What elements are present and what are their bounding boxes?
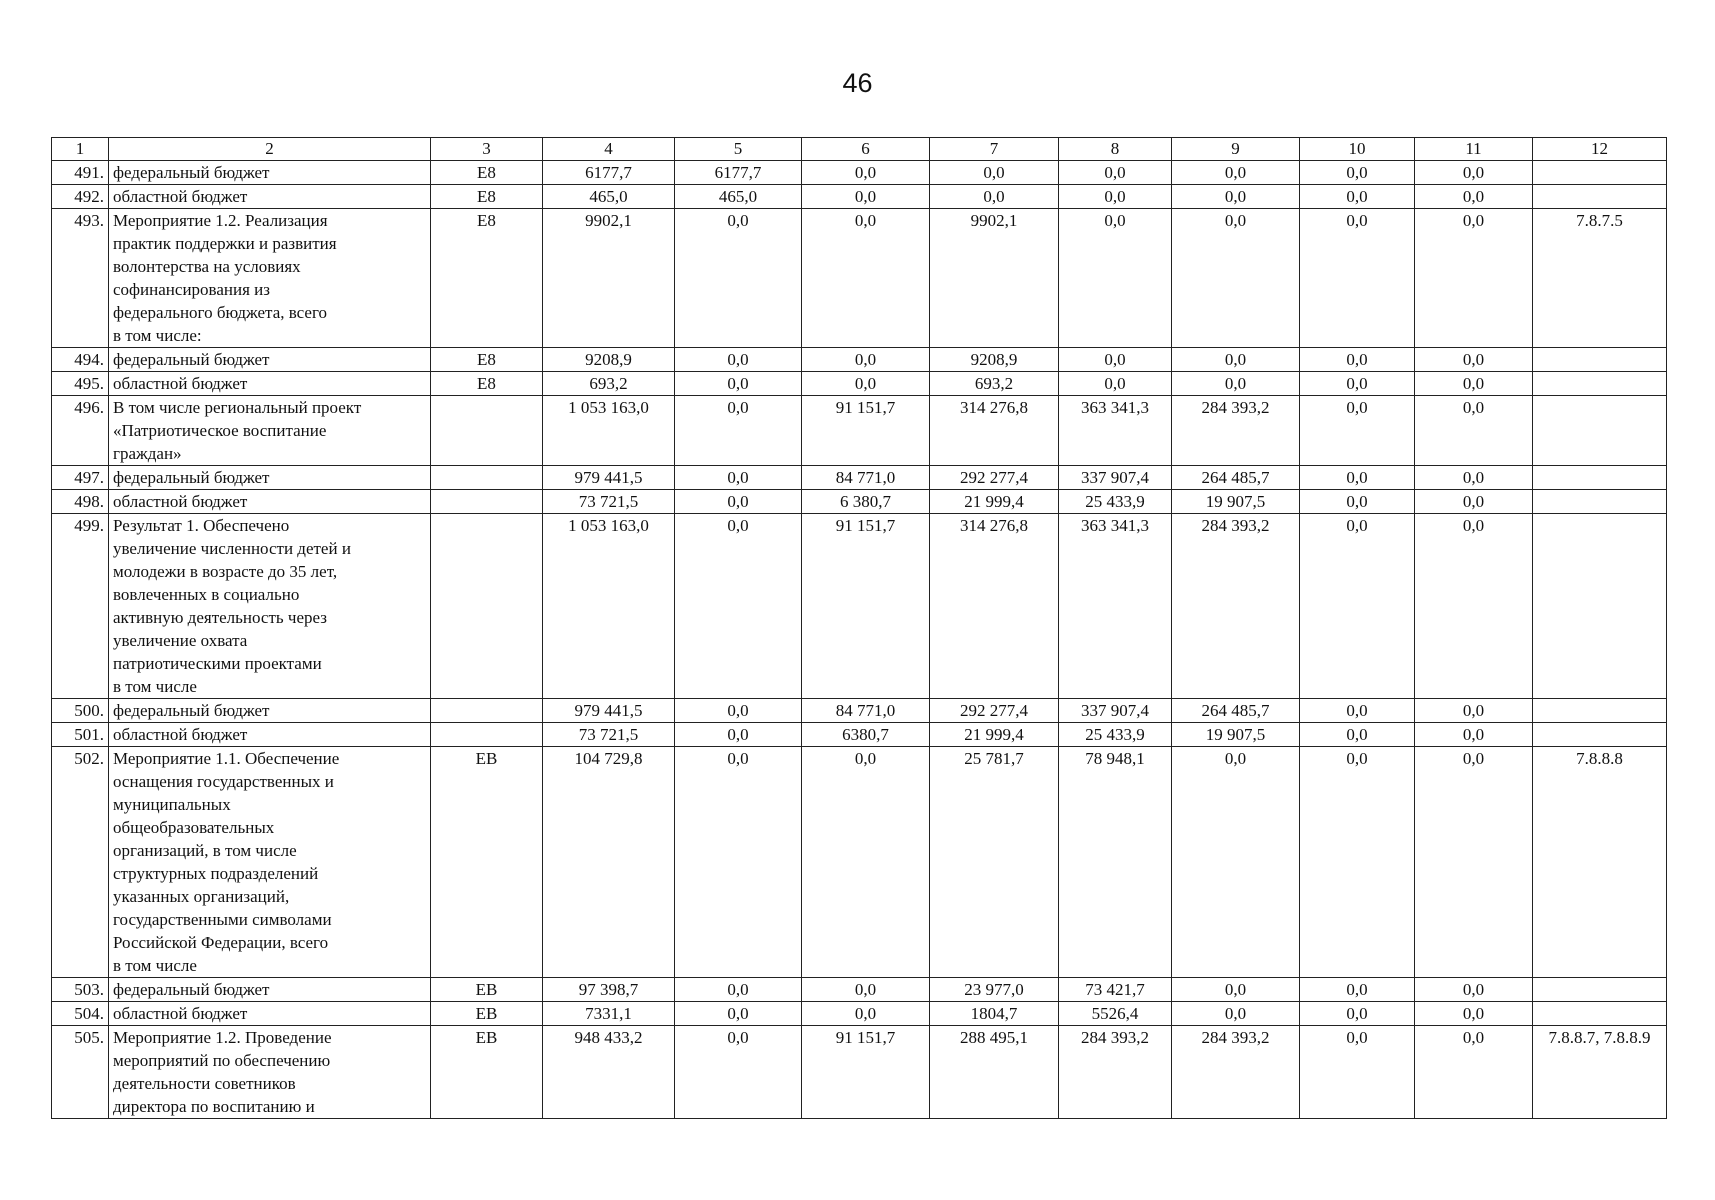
row-value: 0,0 — [930, 161, 1059, 185]
row-value: 6177,7 — [543, 161, 675, 185]
row-number: 498. — [52, 490, 109, 514]
row-reference: 7.8.8.8 — [1533, 747, 1667, 978]
row-value: 0,0 — [1172, 372, 1300, 396]
row-number: 494. — [52, 348, 109, 372]
row-value: 9208,9 — [543, 348, 675, 372]
row-value: 9208,9 — [930, 348, 1059, 372]
row-value: 0,0 — [1300, 372, 1415, 396]
table-row — [52, 699, 1667, 723]
row-name: Результат 1. Обеспечено увеличение численности детей и молодежи в возрасте до 35 лет, вовлеченных в социально активную деятельность через увеличение охвата патриотическими проектами в том числе — [109, 514, 431, 699]
column-header: 5 — [675, 138, 802, 161]
row-value: 465,0 — [675, 185, 802, 209]
row-value: 73 721,5 — [543, 723, 675, 747]
row-value: 6177,7 — [675, 161, 802, 185]
row-value: 337 907,4 — [1059, 699, 1172, 723]
row-value: 0,0 — [1300, 1002, 1415, 1026]
row-value: 0,0 — [1415, 1026, 1533, 1119]
row-value: 0,0 — [802, 978, 930, 1002]
row-value: 0,0 — [1172, 747, 1300, 978]
row-code — [431, 699, 543, 723]
row-name: федеральный бюджет — [109, 161, 431, 185]
column-header: 4 — [543, 138, 675, 161]
row-value: 0,0 — [1300, 490, 1415, 514]
row-value: 0,0 — [675, 514, 802, 699]
row-value: 264 485,7 — [1172, 699, 1300, 723]
row-number: 491. — [52, 161, 109, 185]
row-value: 7331,1 — [543, 1002, 675, 1026]
row-value: 284 393,2 — [1059, 1026, 1172, 1119]
row-value: 948 433,2 — [543, 1026, 675, 1119]
row-value: 0,0 — [1059, 209, 1172, 348]
table-row — [52, 723, 1667, 747]
row-value: 0,0 — [1415, 514, 1533, 699]
row-value: 23 977,0 — [930, 978, 1059, 1002]
table-row — [52, 1026, 1667, 1119]
row-value: 0,0 — [1300, 466, 1415, 490]
row-number: 504. — [52, 1002, 109, 1026]
row-value: 0,0 — [1300, 723, 1415, 747]
row-value: 0,0 — [1172, 209, 1300, 348]
column-header: 8 — [1059, 138, 1172, 161]
row-value: 0,0 — [802, 161, 930, 185]
column-header: 10 — [1300, 138, 1415, 161]
row-value: 104 729,8 — [543, 747, 675, 978]
row-name: федеральный бюджет — [109, 699, 431, 723]
row-number: 501. — [52, 723, 109, 747]
row-value: 264 485,7 — [1172, 466, 1300, 490]
row-value: 91 151,7 — [802, 514, 930, 699]
row-reference — [1533, 161, 1667, 185]
row-name: Мероприятие 1.1. Обеспечение оснащения государственных и муниципальных общеобразовательных организаций, в том числе структурных подразделений указанных организаций, государственными символами Российской Федерации, всего в том числе — [109, 747, 431, 978]
row-value: 0,0 — [1415, 348, 1533, 372]
row-value: 0,0 — [1172, 185, 1300, 209]
row-number: 502. — [52, 747, 109, 978]
row-code — [431, 396, 543, 466]
column-header: 11 — [1415, 138, 1533, 161]
row-value: 292 277,4 — [930, 466, 1059, 490]
row-value: 0,0 — [675, 348, 802, 372]
row-value: 0,0 — [1415, 490, 1533, 514]
row-value: 0,0 — [1172, 161, 1300, 185]
row-value: 0,0 — [1300, 747, 1415, 978]
row-value: 19 907,5 — [1172, 490, 1300, 514]
row-number: 497. — [52, 466, 109, 490]
table-row — [52, 514, 1667, 699]
row-value: 21 999,4 — [930, 490, 1059, 514]
row-value: 0,0 — [675, 747, 802, 978]
row-value: 284 393,2 — [1172, 396, 1300, 466]
column-header: 2 — [109, 138, 431, 161]
row-value: 979 441,5 — [543, 699, 675, 723]
column-header: 12 — [1533, 138, 1667, 161]
row-number: 493. — [52, 209, 109, 348]
row-value: 337 907,4 — [1059, 466, 1172, 490]
row-value: 1804,7 — [930, 1002, 1059, 1026]
row-reference — [1533, 348, 1667, 372]
row-name: областной бюджет — [109, 1002, 431, 1026]
row-value: 0,0 — [1300, 978, 1415, 1002]
row-value: 284 393,2 — [1172, 514, 1300, 699]
row-name: федеральный бюджет — [109, 978, 431, 1002]
row-value: 0,0 — [675, 1002, 802, 1026]
row-value: 0,0 — [675, 209, 802, 348]
row-value: 363 341,3 — [1059, 514, 1172, 699]
row-value: 0,0 — [1059, 161, 1172, 185]
row-number: 499. — [52, 514, 109, 699]
row-value: 0,0 — [1172, 1002, 1300, 1026]
row-value: 91 151,7 — [802, 1026, 930, 1119]
row-value: 0,0 — [802, 747, 930, 978]
row-code: Е8 — [431, 161, 543, 185]
row-reference — [1533, 978, 1667, 1002]
row-number: 503. — [52, 978, 109, 1002]
row-value: 0,0 — [1415, 209, 1533, 348]
row-value: 5526,4 — [1059, 1002, 1172, 1026]
row-value: 9902,1 — [930, 209, 1059, 348]
row-value: 91 151,7 — [802, 396, 930, 466]
row-value: 0,0 — [1300, 699, 1415, 723]
row-value: 0,0 — [675, 372, 802, 396]
row-code: ЕВ — [431, 1002, 543, 1026]
row-value: 0,0 — [1415, 185, 1533, 209]
row-value: 314 276,8 — [930, 396, 1059, 466]
row-code: Е8 — [431, 348, 543, 372]
row-value: 0,0 — [1059, 348, 1172, 372]
row-value: 0,0 — [1300, 161, 1415, 185]
table-row — [52, 348, 1667, 372]
row-value: 78 948,1 — [1059, 747, 1172, 978]
row-code: ЕВ — [431, 1026, 543, 1119]
row-name: Мероприятие 1.2. Реализация практик поддержки и развития волонтерства на условиях софинансирования из федерального бюджета, всего в том числе: — [109, 209, 431, 348]
row-name: областной бюджет — [109, 490, 431, 514]
row-value: 0,0 — [1300, 396, 1415, 466]
row-value: 0,0 — [1415, 396, 1533, 466]
row-value: 21 999,4 — [930, 723, 1059, 747]
row-value: 9902,1 — [543, 209, 675, 348]
row-value: 73 721,5 — [543, 490, 675, 514]
row-value: 0,0 — [1415, 723, 1533, 747]
row-reference — [1533, 1002, 1667, 1026]
row-value: 0,0 — [1300, 209, 1415, 348]
row-number: 492. — [52, 185, 109, 209]
column-header: 7 — [930, 138, 1059, 161]
table-row — [52, 1002, 1667, 1026]
row-value: 0,0 — [1300, 185, 1415, 209]
row-value: 465,0 — [543, 185, 675, 209]
row-value: 0,0 — [1059, 185, 1172, 209]
column-header: 6 — [802, 138, 930, 161]
table-row — [52, 978, 1667, 1002]
row-reference — [1533, 185, 1667, 209]
row-value: 292 277,4 — [930, 699, 1059, 723]
row-name: Мероприятие 1.2. Проведение мероприятий по обеспечению деятельности советников директора по воспитанию и — [109, 1026, 431, 1119]
row-reference — [1533, 466, 1667, 490]
row-number: 500. — [52, 699, 109, 723]
row-reference — [1533, 723, 1667, 747]
row-number: 495. — [52, 372, 109, 396]
row-value: 0,0 — [675, 466, 802, 490]
table-row — [52, 161, 1667, 185]
row-reference — [1533, 372, 1667, 396]
row-value: 0,0 — [1300, 348, 1415, 372]
row-code — [431, 490, 543, 514]
page-number: 46 — [842, 68, 873, 98]
column-header: 3 — [431, 138, 543, 161]
row-value: 6380,7 — [802, 723, 930, 747]
row-reference — [1533, 396, 1667, 466]
row-value: 0,0 — [1300, 1026, 1415, 1119]
row-value: 0,0 — [675, 490, 802, 514]
row-number: 496. — [52, 396, 109, 466]
row-value: 19 907,5 — [1172, 723, 1300, 747]
row-value: 0,0 — [802, 209, 930, 348]
row-value: 284 393,2 — [1172, 1026, 1300, 1119]
column-header: 1 — [52, 138, 109, 161]
row-value: 84 771,0 — [802, 466, 930, 490]
row-value: 0,0 — [1415, 747, 1533, 978]
row-value: 0,0 — [802, 348, 930, 372]
table-row — [52, 747, 1667, 978]
row-value: 0,0 — [1172, 978, 1300, 1002]
row-value: 288 495,1 — [930, 1026, 1059, 1119]
row-code: ЕВ — [431, 978, 543, 1002]
table-header-row — [52, 138, 1667, 161]
row-value: 0,0 — [1415, 699, 1533, 723]
row-reference: 7.8.7.5 — [1533, 209, 1667, 348]
row-value: 1 053 163,0 — [543, 514, 675, 699]
row-value: 0,0 — [930, 185, 1059, 209]
table-row — [52, 185, 1667, 209]
row-reference: 7.8.8.7, 7.8.8.9 — [1533, 1026, 1667, 1119]
row-value: 693,2 — [930, 372, 1059, 396]
row-value: 25 781,7 — [930, 747, 1059, 978]
row-value: 693,2 — [543, 372, 675, 396]
row-value: 0,0 — [675, 723, 802, 747]
row-name: областной бюджет — [109, 372, 431, 396]
row-value: 25 433,9 — [1059, 723, 1172, 747]
row-value: 0,0 — [1415, 466, 1533, 490]
row-value: 6 380,7 — [802, 490, 930, 514]
table-row — [52, 490, 1667, 514]
row-value: 97 398,7 — [543, 978, 675, 1002]
row-value: 73 421,7 — [1059, 978, 1172, 1002]
row-reference — [1533, 699, 1667, 723]
row-value: 0,0 — [802, 185, 930, 209]
row-value: 0,0 — [1415, 1002, 1533, 1026]
row-value: 0,0 — [1415, 978, 1533, 1002]
row-code — [431, 723, 543, 747]
row-name: областной бюджет — [109, 723, 431, 747]
table-row — [52, 396, 1667, 466]
row-value: 0,0 — [1415, 372, 1533, 396]
row-code — [431, 466, 543, 490]
row-value: 0,0 — [802, 372, 930, 396]
row-value: 0,0 — [675, 396, 802, 466]
row-value: 0,0 — [802, 1002, 930, 1026]
row-value: 0,0 — [675, 1026, 802, 1119]
row-reference — [1533, 514, 1667, 699]
row-value: 363 341,3 — [1059, 396, 1172, 466]
row-value: 0,0 — [1415, 161, 1533, 185]
row-name: областной бюджет — [109, 185, 431, 209]
row-value: 84 771,0 — [802, 699, 930, 723]
row-name: федеральный бюджет — [109, 466, 431, 490]
row-value: 1 053 163,0 — [543, 396, 675, 466]
row-code: Е8 — [431, 372, 543, 396]
table-row — [52, 372, 1667, 396]
row-code: ЕВ — [431, 747, 543, 978]
row-code: Е8 — [431, 209, 543, 348]
row-code — [431, 514, 543, 699]
row-code: Е8 — [431, 185, 543, 209]
row-value: 0,0 — [675, 978, 802, 1002]
row-value: 0,0 — [675, 699, 802, 723]
table-row — [52, 209, 1667, 348]
row-name: В том числе региональный проект «Патриотическое воспитание граждан» — [109, 396, 431, 466]
row-value: 0,0 — [1059, 372, 1172, 396]
row-value: 0,0 — [1300, 514, 1415, 699]
row-reference — [1533, 490, 1667, 514]
row-value: 0,0 — [1172, 348, 1300, 372]
row-value: 314 276,8 — [930, 514, 1059, 699]
row-value: 25 433,9 — [1059, 490, 1172, 514]
row-name: федеральный бюджет — [109, 348, 431, 372]
row-value: 979 441,5 — [543, 466, 675, 490]
budget-table — [51, 137, 1667, 1119]
column-header: 9 — [1172, 138, 1300, 161]
row-number: 505. — [52, 1026, 109, 1119]
table-row — [52, 466, 1667, 490]
